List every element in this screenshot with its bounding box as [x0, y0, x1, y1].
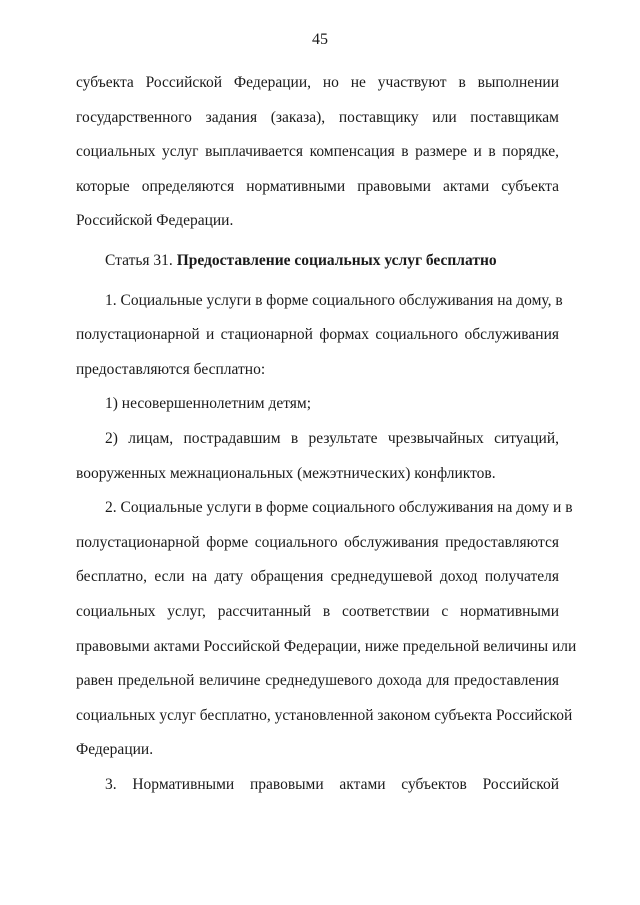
article-heading — [76, 244, 559, 279]
text-line: социальных услуг бесплатно, установленной законом субъекта Российской — [76, 706, 573, 724]
text-line: бесплатно, если на дату обращения среднедушевой доход получателя — [76, 568, 559, 586]
text-line: Российской Федерации. — [76, 212, 234, 230]
text-line: 1. Социальные услуги в форме социального обслуживания на дому, в — [105, 291, 563, 309]
paragraph-3 — [76, 768, 559, 803]
text-line: полустационарной и стационарной формах социального обслуживания — [76, 326, 559, 344]
text-line: равен предельной величине среднедушевого дохода для предоставления — [76, 672, 559, 690]
text-line: предоставляются бесплатно: — [76, 360, 266, 378]
text-line: правовыми актами Российской Федерации, ниже предельной величины или — [76, 637, 577, 655]
text-line: социальных услуг, рассчитанный в соответствии с нормативными — [76, 602, 559, 620]
text-line: субъекта Российской Федерации, но не участвуют в выполнении — [76, 74, 559, 91]
page-number: 45 — [312, 31, 328, 48]
text-line: социальных услуг выплачивается компенсация в размере и в порядке, — [76, 143, 559, 161]
text-line: государственного задания (заказа), поставщику или поставщикам — [76, 108, 559, 126]
article-title: Предоставление социальных услуг бесплатно — [176, 251, 497, 269]
list-item — [76, 422, 559, 491]
paragraph-1 — [76, 284, 563, 388]
text-line: Федерации. — [76, 741, 154, 759]
text-line: которые определяются нормативными правовыми актами субъекта — [76, 177, 559, 195]
paragraph-continuation — [76, 66, 559, 239]
list-item: 1) несовершеннолетним детям; — [105, 395, 312, 413]
document-body — [76, 66, 577, 802]
text-line: 3. Нормативными правовыми актами субъектов Российской — [105, 775, 559, 793]
text-line: 2. Социальные услуги в форме социального обслуживания на дому и в — [105, 499, 573, 517]
text-line: 2) лицам, пострадавшим в результате чрезвычайных ситуаций, — [105, 429, 559, 447]
paragraph-2 — [76, 491, 577, 768]
article-number: Статья 31. — [105, 251, 173, 269]
text-line: вооруженных межнациональных (межэтнических) конфликтов. — [76, 464, 496, 482]
text-line: полустационарной форме социального обслуживания предоставляются — [76, 533, 559, 551]
